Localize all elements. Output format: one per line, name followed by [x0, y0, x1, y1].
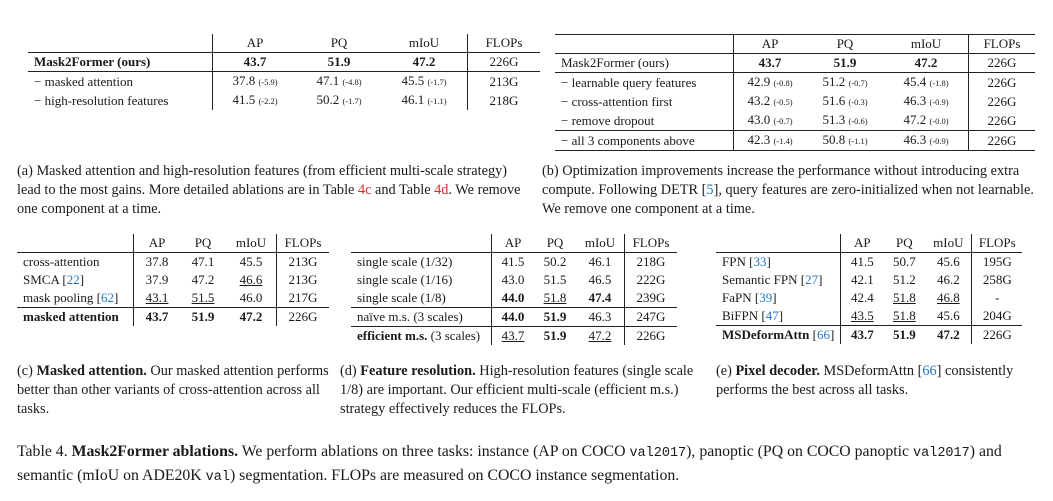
table-row: Semantic FPN [27] 42.1 51.2 46.2 258G [716, 271, 1022, 289]
col-header: PQ [546, 235, 564, 250]
table-row: single scale (1/32) 41.5 50.2 46.1 218G [351, 253, 677, 272]
col-header: FLOPs [978, 235, 1016, 250]
table-row: single scale (1/16) 43.0 51.5 46.5 222G [351, 271, 677, 289]
citation-link[interactable]: 62 [101, 290, 115, 305]
col-header: FLOPs [485, 35, 523, 50]
col-header: mIoU [925, 234, 972, 253]
table-row: − remove dropout 43.0 (-0.7) 51.3 (-0.6) 47.2 (-0.0) 226G [555, 111, 1035, 131]
citation-link[interactable]: 5 [706, 182, 714, 198]
col-header: FLOPs [632, 235, 670, 250]
table-b [555, 34, 1035, 151]
citation-link[interactable]: 66 [922, 363, 937, 379]
table-a [28, 34, 540, 110]
citation-link[interactable]: 47 [765, 308, 779, 323]
caption-d: (d) Feature resolution. High-resolution features (single scale 1/8) are important. Our efficient multi-scale (efficient m.s.) strategy effectively reduces the FLOPs. [340, 363, 694, 417]
table-row: MSDeformAttn [66] 43.7 51.9 47.2 226G [716, 326, 1022, 345]
col-header: AP [854, 235, 871, 250]
col-header: AP [246, 35, 264, 50]
caption-b: (b) Optimization improvements increase the performance without introducing extra compute. Following DETR [5], query features are zero-initialized when not learnable. We remove one component at a time. [542, 163, 1034, 217]
col-header: mIoU [226, 234, 277, 253]
table-row: FPN [33] 41.5 50.7 45.6 195G [716, 253, 1022, 272]
citation-link[interactable]: 39 [759, 290, 773, 305]
table-row: − masked attention 37.8 (-5.9) 47.1 (-4.8) 45.5 (-1.7) 213G [28, 72, 540, 92]
citation-link[interactable]: 33 [753, 254, 767, 269]
table-row: Mask2Former (ours) 43.7 51.9 47.2 226G [28, 53, 540, 72]
col-header: mIoU [576, 234, 625, 253]
citation-link[interactable]: 22 [66, 272, 80, 287]
table-ref-link[interactable]: 4c [357, 182, 372, 198]
caption-e: (e) Pixel decoder. MSDeformAttn [66] consistently performs the best across all tasks. [716, 363, 1014, 398]
table-row: BiFPN [47] 43.5 51.8 45.6 204G [716, 307, 1022, 326]
table-row: naïve m.s. (3 scales) 44.0 51.9 46.3 247G [351, 308, 677, 327]
col-header: mIoU [884, 35, 969, 54]
col-header: FLOPs [983, 36, 1021, 51]
col-header: AP [761, 36, 779, 51]
col-header: PQ [194, 235, 212, 250]
table-main-caption: Table 4. Mask2Former ablations. We perform ablations on three tasks: instance (AP on COCO val2017), panoptic (PQ on COCO panoptic val2017) and semantic (mIoU on ADE20K val) segmentation. FLOPs are measured on COCO instance segmentation. [17, 443, 1002, 485]
col-header: AP [148, 235, 166, 250]
table-row: masked attention 43.7 51.9 47.2 226G [17, 308, 329, 327]
col-header: mIoU [381, 34, 468, 53]
table-row: Mask2Former (ours) 43.7 51.9 47.2 226G [555, 54, 1035, 73]
citation-link[interactable]: 27 [805, 272, 819, 287]
caption-a: (a) Masked attention and high-resolution features (from efficient multi-scale strategy) lead to the most gains. More detailed ablations are in Table 4c and Table 4d. We remove one component at a time. [17, 163, 521, 217]
citation-link[interactable]: 66 [816, 327, 830, 342]
table-row: cross-attention 37.8 47.1 45.5 213G [17, 253, 329, 272]
table-row: single scale (1/8) 44.0 51.8 47.4 239G [351, 289, 677, 308]
col-header: PQ [836, 36, 854, 51]
table-row: − high-resolution features 41.5 (-2.2) 50.2 (-1.7) 46.1 (-1.1) 218G [28, 91, 540, 110]
table-d [351, 234, 677, 345]
table-row: − learnable query features 42.9 (-0.8) 51.2 (-0.7) 45.4 (-1.8) 226G [555, 73, 1035, 93]
table-row: mask pooling [62] 43.1 51.5 46.0 217G [17, 289, 329, 308]
table-row: − all 3 components above 42.3 (-1.4) 50.8 (-1.1) 46.3 (-0.9) 226G [555, 131, 1035, 151]
table-row: SMCA [22] 37.9 47.2 46.6 213G [17, 271, 329, 289]
col-header: FLOPs [284, 235, 322, 250]
table-ref-link[interactable]: 4d [434, 182, 449, 198]
col-header: PQ [896, 235, 913, 250]
col-header: PQ [330, 35, 348, 50]
table-row: − cross-attention first 43.2 (-0.5) 51.6 (-0.3) 46.3 (-0.9) 226G [555, 92, 1035, 111]
table-row: efficient m.s. (3 scales) 43.7 51.9 47.2 226G [351, 327, 677, 346]
col-header: AP [504, 235, 522, 250]
table-row: FaPN [39] 42.4 51.8 46.8 - [716, 289, 1022, 307]
table-e [716, 234, 1022, 344]
table-c [17, 234, 329, 326]
caption-c: (c) Masked attention. Our masked attention performs better than other variants of cross-attention across all tasks. [17, 363, 329, 417]
